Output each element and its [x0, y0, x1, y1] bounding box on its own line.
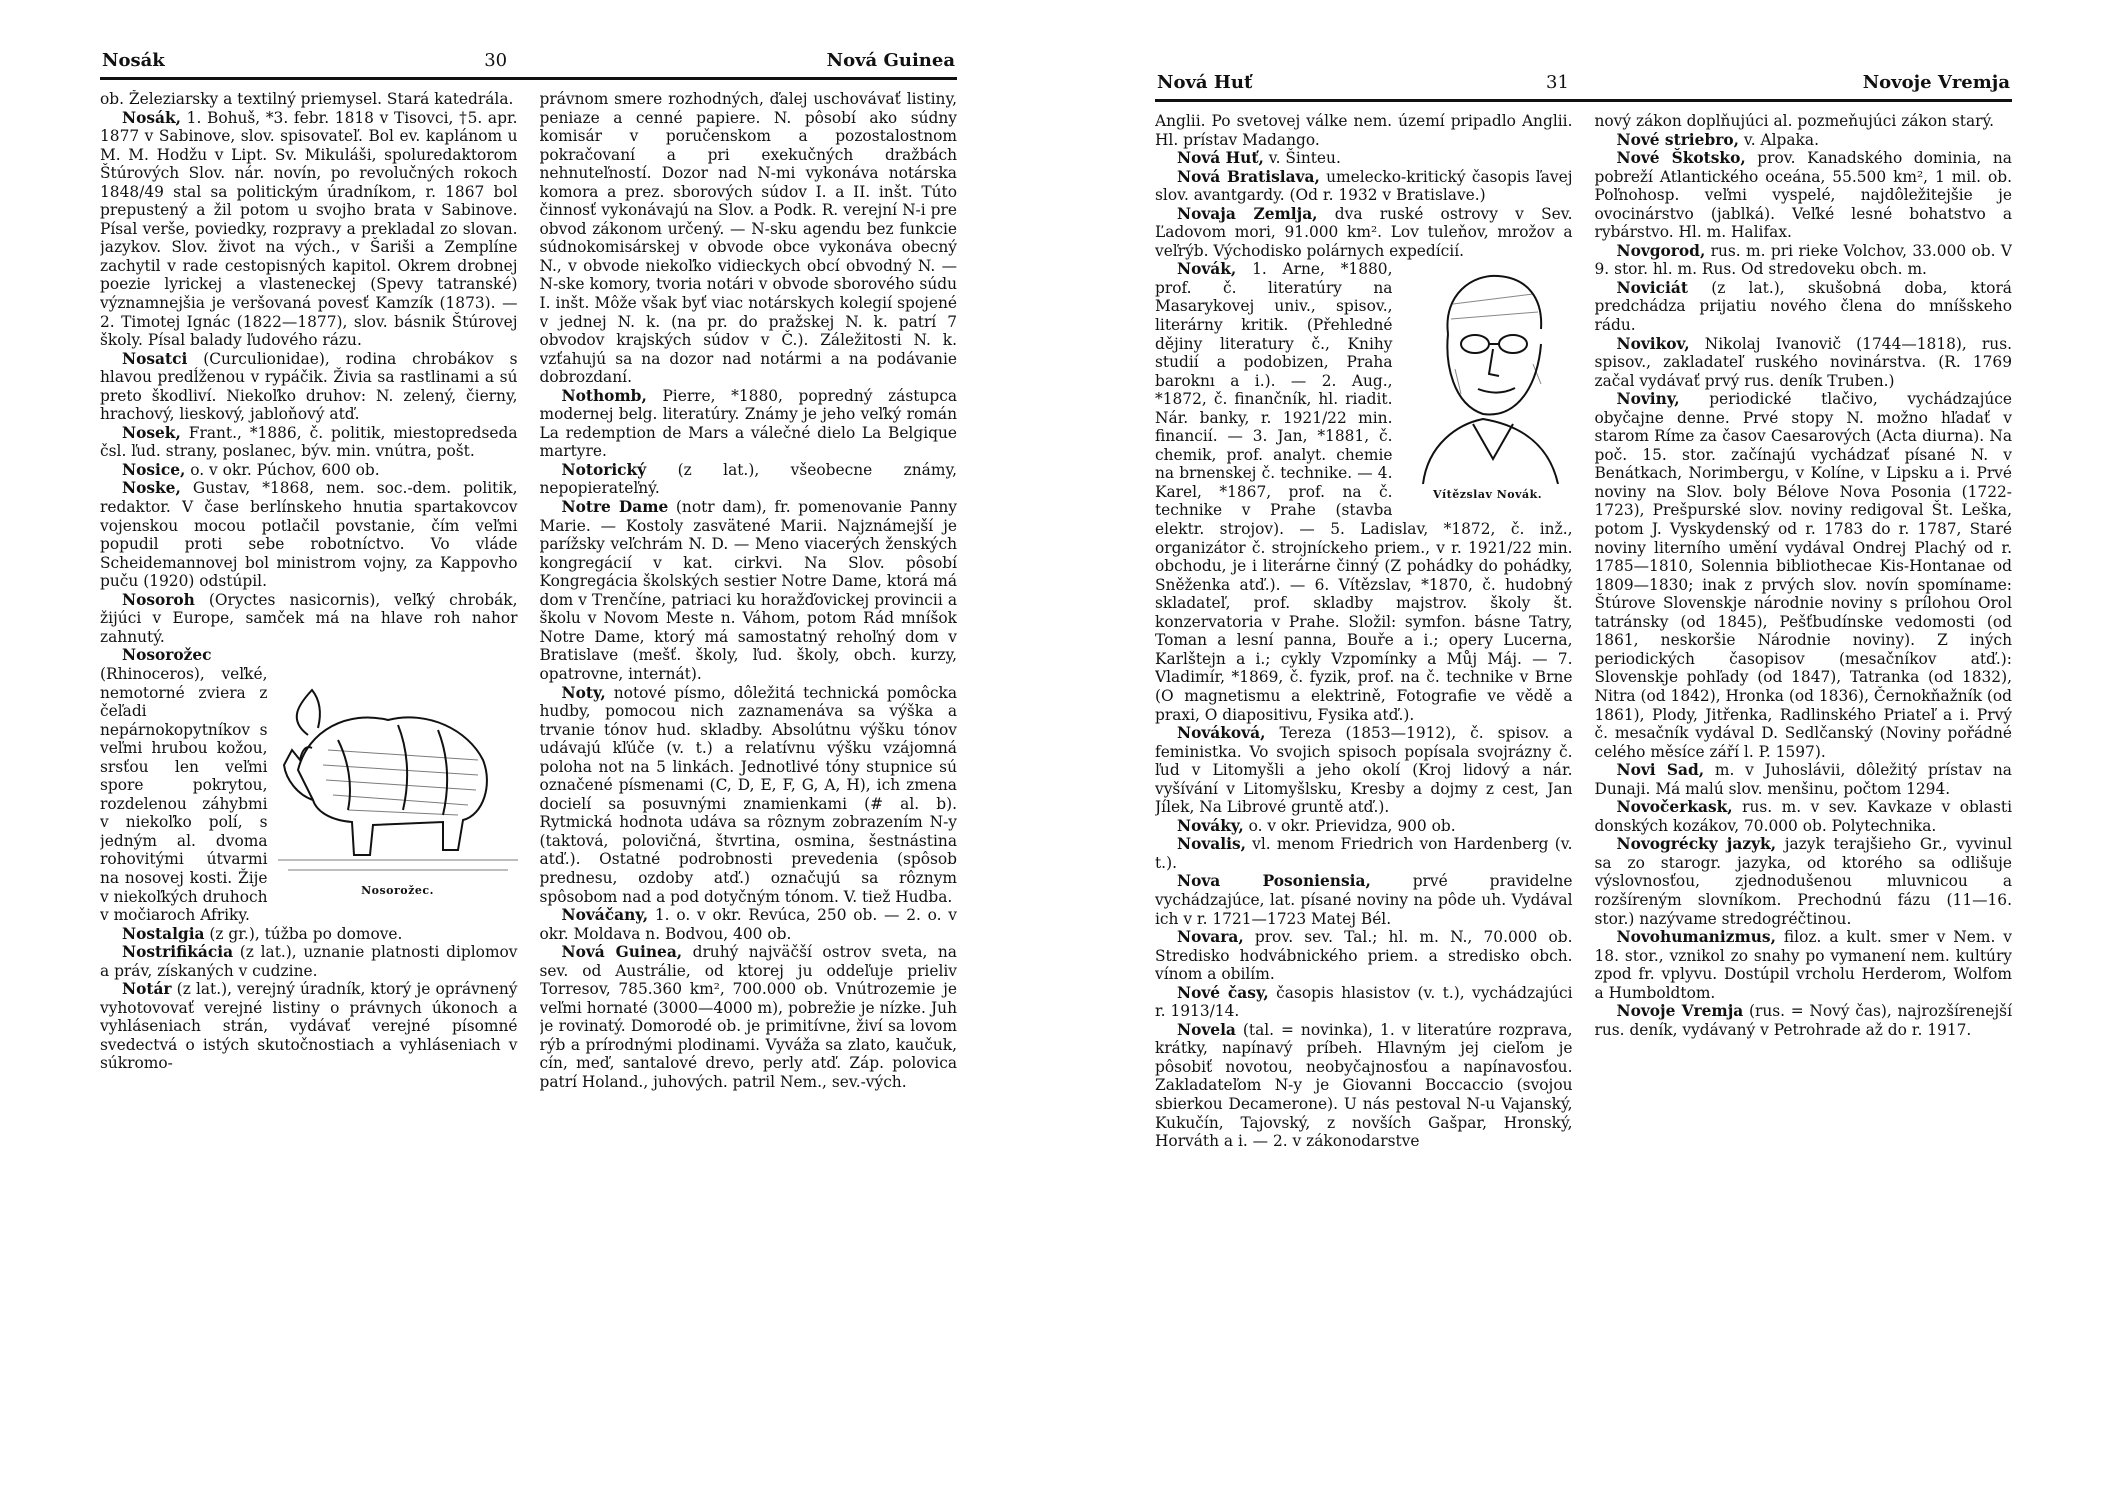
entry-headword: Nosek,	[122, 423, 181, 442]
dictionary-entry	[100, 479, 518, 590]
dictionary-entry	[1595, 798, 2013, 835]
column-right	[1595, 112, 2013, 1151]
entry-text: druhý najväčší ostrov sveta, na sev. od Austrálie, od ktorej ju oddeľuje prieliv Torresov, 785.360 km², 700.000 ob. Vnútrozemie je veľmi hornaté (3000—4000 m), pobrežie je nízke. Juh je rovinatý. Domorodé ob. je primitívne, živí sa lovom rýb a prírodnými plodinami. Vyváža sa zlato, kaučuk, cín, meď, santalové drevo, perly atď. Záp. polovica patrí Holand., juhových. patril Nem., sev.-vých.	[539, 943, 957, 1091]
entry-headword: Nova Posoniensia,	[1177, 872, 1371, 891]
entry-text: v. Alpaka.	[1738, 130, 1819, 149]
entry-headword: Nová Huť,	[1177, 149, 1264, 168]
entry-text: časopis hlasistov (v. t.), vychádzajúci r. 1913/14.	[1155, 983, 1573, 1021]
dictionary-entry	[540, 90, 958, 387]
dictionary-entry	[1155, 835, 1573, 872]
entry-text: periodické tlačivo, vychádzajúce obyčajne denne. Prvé stopy N. možno hľadať v starom Ríme za časov Caesarových (Acta diurna). Na poč. 15. stor. začínajú vychádzať písané N. v Benátkach, Norimbergu, v Kolíne, v Lipsku a i. Prvé noviny na Slov. boly Bélove Nova Posonia (1722-1723), Prešpurské slov. noviny redigoval Št. Leška, potom J. Vyskydenský od r. 1783 do r. 1787, Staré noviny literního umění vydával Ondrej Plachý od r. 1785—1810, Solennia bibliothecae Kis-Hontanae od 1809—1830; inak z prvých slov. novín spomíname: Štúrove Slovenskje národnie noviny s prílohou Orol tatránsky (od 1845), Pešťbudínske vedomosti (od 1861, neskoršie Národnie noviny). Z iných periodických časopisov (mesačníkov atď.): Slovenskje pohľady (od 1847), Tatranka (od 1832), Nitra (od 1842), Hronka (od 1836), Černokňažník (od 1861), Plody, Jitřenka, Radlinského Priateľ a i. Prvý č. mesačník vydával D. Sedlčanský (Noviny pořádné celého měsíce září l. P. 1597).	[1594, 390, 2012, 761]
dictionary-entry	[540, 387, 958, 461]
entry-headword: Nosoroh	[122, 590, 195, 609]
dictionary-entry	[100, 461, 518, 480]
dictionary-entry	[1595, 390, 2013, 761]
entry-headword: Novoje Vremja	[1616, 1002, 1744, 1021]
entry-headword: Novela	[1177, 1020, 1236, 1039]
dictionary-entry	[1595, 928, 2013, 1002]
entry-headword: Novalis,	[1177, 835, 1246, 854]
dictionary-entry	[1595, 242, 2013, 279]
figure-caption: Nosorožec.	[361, 884, 434, 898]
entry-headword: Noske,	[122, 479, 181, 498]
entry-headword: Nostalgia	[122, 924, 205, 943]
entry-text: (tal. = novinka), 1. v literatúre rozprava, krátky, napínavý príbeh. Hlavným jej cieľom je pôsobiť novotou, neobyčajnosťou a napínavosťou. Zakladateľom N-y je Giovanni Boccaccio (svojou sbierkou Decamerone). U nás pestoval N-u Vajanský, Kukučín, Tajovský, z novších Gašpar, Hronský, Horváth a i. — 2. v zákonodarstve	[1155, 1020, 1573, 1151]
entry-text: notové písmo, dôležitá technická pomôcka hudby, pomocou nich zaznamenáva sa výška a trvanie tónov hud. skladby. Absolútnu výšku tónov udávajú kľúče (v. t.) a relatívnu výšku vzájomná poloha not na 5 linkách. Jednotlivé tóny stupnice sú označené písmenami (C, D, E, F, G, A, H), ich zmena docielí sa posuvnými znamienkami (# al. b). Rytmická hodnota udáva sa rôznym zobrazením N-y (taktová, polovičná, štvrtina, osmina, šestnástina atď.). Ostatné podrobnosti prevedenia (spôsob prednesu, ozdoby atď.) označujú sa rôznym spôsobom nad a pod dotyčným tónom. V. tiež Hudba.	[539, 683, 957, 906]
dictionary-entry	[1155, 149, 1573, 168]
entry-text: rus. m. v sev. Kavkaze v oblasti donských kozákov, 70.000 ob. Polytechnika.	[1594, 798, 2012, 835]
entry-headword: Notorický	[561, 460, 647, 479]
entry-headword: Nové striebro,	[1616, 130, 1739, 149]
portrait-illustration	[1403, 264, 1573, 505]
entry-text: ob. Železiarsky a textilný priemysel. Stará katedrála.	[100, 90, 514, 108]
dictionary-entry	[100, 424, 518, 461]
running-header	[1155, 72, 2012, 102]
page-31	[1155, 72, 2012, 1151]
entry-text: nový zákon doplňujúci al. pozmeňujúci zákon starý.	[1594, 112, 1995, 130]
entry-text: Gustav, *1868, nem. soc.-dem. politik, redaktor. V čase berlínskeho hnutia spartakovcov vojenskou mocou potlačil povstanie, čím veľmi popudil proti sebe robotníctvo. Vo vláde Scheidemannovej bol ministrom vojny, za Kappovho puču (1920) odstúpil.	[100, 479, 518, 591]
dictionary-entry	[540, 684, 958, 907]
entry-text: filoz. a kult. smer v Nem. v 18. stor., vznikol zo snahy po vymanení nem. kultúry zpod fr. vplyvu. Dostúpil vrcholu Herderom, Wolfom a Humboldtom.	[1594, 928, 2012, 1002]
entry-text: m. v Juhoslávii, dôležitý prístav na Dunaji. Má malú slov. menšinu, počtom 1294.	[1594, 761, 2012, 798]
page-30	[100, 50, 957, 1092]
entry-text: (Rhinoceros), veľké, nemotorné zviera z čeľadi nepárnokopytníkov s veľmi hrubou kožou, srsťou len veľmi spore pokrytou, rozdelenou záhybmi v niekoľko polí, s jedným al. dvoma rohovitými útvarmi na nosovej kosti. Žije v niekoľkých druhoch v močiaroch Afriky.	[100, 664, 268, 925]
entry-headword: Novgorod,	[1616, 241, 1706, 260]
dictionary-entry	[1155, 817, 1573, 836]
dictionary-entry	[1155, 205, 1573, 261]
entry-text: Nikolaj Ivanovič (1744—1818), rus. spisov., zakladateľ ruského novinárstva. (R. 1769 začal vydávať prvý rus. deník Truben.)	[1594, 334, 2012, 390]
dictionary-entry	[1595, 131, 2013, 150]
dictionary-entry	[1155, 928, 1573, 984]
entry-text: 1. Arne, *1880, prof. č. literatúry na Masarykovej univ., spisov., literárny kritik. (Přehledné dějiny literatury č., Knihy studií a podobizen, Praha baroknı a i.). — 2. Aug., *1872, č. finančník, hl. riadit. Nár. banky, r. 1921/22 min. financií. — 3. Jan, *1881, č. chemik, prof. analyt. chemie na brnenskej č. technike. — 4. Karel, *1867, prof. na č. technike v Prahe (stavba elektr. strojov). — 5. Ladislav, *1872, č. inž., organizátor č. strojníckeho priem., v r. 1921/22 min. obchodu, je i literárne činný (Z pohádky do pohádky, Sněženka atď.). — 6. Vítězslav, *1870, č. hudobný skladateľ, prof. skladby majstrov. školy št. konzervatoria v Prahe. Složil: symfon. básne Tatry, Toman a lesní panna, Bouře a i.; opery Lucerna, Karlštejn a i.; cykly Vzpomínky a Můj Máj. — 7. Vladimír, *1869, č. fyzik, prof. na č. technike v Brne (O magnetismu a elektrině, Fotografie ve vědě a praxi, O diapositivu, Fysika atď.).	[1155, 260, 1573, 724]
entry-headword: Notre Dame	[561, 498, 669, 517]
dictionary-entry	[100, 90, 518, 109]
dictionary-entry	[540, 461, 958, 498]
entry-headword: Nothomb,	[561, 386, 647, 405]
entry-text: právnom smere rozhodných, ďalej uschovávať listiny, peniaze a cenné papiere. N. pôsobí ako súdny komisár v poručenskom a pozostalostnom pokračovaní a pri exekučných dražbách nehnuteľností. Dozor nad N-mi vykonáva notárska komora a prez. sborových súdov I. a II. inšt. Túto činnosť vykonávajú na Slov. a Podk. R. verejní N-i pre obvod zákonom určený. — N-sku agendu bez funkcie súdnokomisárskej v obvode obce vykonáva obecný N., v obvode niekoľko vidieckych obcí obvodný N. — N-ske komory, tvoria notári v obvode sborového súdu I. inšt. Môže však byť viac notárskych kolegií spojené v jednej N. k. (na pr. do pražskej N. k. patrí 7 obvodov krajských súdov v Č.). Záležitosti N. k. vzťahujú sa na dozor nad notármi a na podávanie dobrozdaní.	[539, 90, 957, 387]
entry-headword: Nosatci	[122, 349, 188, 368]
entry-headword: Novikov,	[1616, 334, 1690, 353]
dictionary-entry	[1155, 112, 1573, 149]
entry-headword: Noty,	[561, 683, 606, 702]
entry-text: v. Šinteu.	[1263, 149, 1341, 168]
dictionary-entry	[540, 943, 958, 1091]
entry-text: (z lat.), uznanie platnosti diplomov a práv, získaných v cudzine.	[100, 943, 518, 980]
dictionary-entry	[100, 943, 518, 980]
dictionary-entry	[1155, 168, 1573, 205]
entry-headword: Nosák,	[122, 108, 181, 127]
dictionary-entry	[1155, 872, 1573, 928]
entry-headword: Nové Škotsko,	[1616, 149, 1746, 168]
dictionary-entry	[1595, 149, 2013, 242]
dictionary-entry	[1595, 835, 2013, 928]
dictionary-entry	[1595, 335, 2013, 391]
entry-text: prov. sev. Tal.; hl. m. N., 70.000 ob. Stredisko hodvábnického priem. a stredisko obch. vínom a obilím.	[1155, 928, 1573, 984]
entry-text: jazyk terajšieho Gr., vyvinul sa zo starogr. jazyka, od ktorého sa odlišuje výslovnosťou, zjednodušenou mluvnicou a rozšíreným slovníkom. Prechodnú fázu (11—16. stor.) nazývame stredogréčtinou.	[1594, 835, 2012, 928]
page-number: 30	[484, 50, 508, 71]
entry-headword: Nováková,	[1177, 724, 1266, 743]
entry-headword: Nostrifikácia	[122, 943, 234, 962]
entry-headword: Novi Sad,	[1616, 761, 1705, 780]
page-number: 31	[1546, 72, 1569, 93]
entry-text: Frant., *1886, č. politik, miestopredseda čsl. ľud. strany, poslanec, býv. min. vnútra, pošt.	[100, 423, 518, 461]
dictionary-entry	[1595, 1002, 2013, 1039]
dictionary-entry	[100, 109, 518, 350]
entry-headword: Nosice,	[122, 460, 186, 479]
header-headword-right: Nová Guinea	[826, 50, 955, 71]
entry-headword: Novaja Zemlja,	[1177, 204, 1318, 223]
dictionary-entry	[100, 925, 518, 944]
entry-headword: Novočerkask,	[1616, 798, 1733, 817]
dictionary-entry	[100, 591, 518, 647]
entry-text: Pierre, *1880, popredný zástupca modernej belg. literatúry. Známy je jeho veľký román La redemption de Mars a válečné dielo La Belgique martyre.	[539, 386, 957, 461]
entry-headword: Novák,	[1177, 260, 1237, 279]
entry-text: (z lat.), všeobecne známy, nepopierateľný.	[539, 460, 957, 498]
figure-caption: Vítězslav Novák.	[1432, 488, 1543, 502]
entry-text: umelecko-kritický časopis ľavej slov. avantgardy. (Od r. 1932 v Bratislave.)	[1155, 167, 1573, 205]
entry-text: (z gr.), túžba po domove.	[204, 924, 403, 943]
dictionary-entry	[1595, 112, 2013, 131]
entry-text: (Curculionidae), rodina chrobákov s hlavou predĺženou v rypáčik. Živia sa rastlinami a sú preto škodliví. Niekoľko druhov: N. zelený, čierny, hrachový, lieskový, jabloňový atď.	[100, 349, 518, 424]
entry-headword: Nová Bratislava,	[1177, 167, 1320, 186]
entry-text: 1. o. v okr. Revúca, 250 ob. — 2. o. v okr. Moldava n. Bodvou, 400 ob.	[539, 906, 957, 943]
entry-text: (z lat.), verejný úradník, ktorý je oprávnený vyhotovovať verejné listiny o právnych úkonoch a vyhláseniach strán, vydávať verejné písomné svedectvá o istých skutočnostiach a vyhláseniach v súkromo-	[100, 980, 518, 1073]
entry-headword: Nová Guinea,	[561, 943, 683, 962]
dictionary-entry	[1155, 984, 1573, 1021]
entry-headword: Nováčany,	[561, 906, 649, 925]
entry-text: o. v okr. Púchov, 600 ob.	[185, 460, 380, 479]
dictionary-entry	[100, 350, 518, 424]
dictionary-entry	[1155, 724, 1573, 817]
entry-headword: Noviciát	[1616, 278, 1688, 297]
rhinoceros-illustration	[278, 650, 518, 901]
entry-text: (notr dam), fr. pomenovanie Panny Marie. — Kostoly zasvätené Marii. Najznámejší je parížsky veľchrám N. D. — Meno viacerých ženských kongregácií v kat. cirkvi. Na Slov. pôsobí Kongregácia školských sestier Notre Dame, ktorá má dom v Trenčíne, patriaci ku horažďovickej provincii a školu v Novom Meste n. Váhom, potom Rád mníšok Notre Dame, ktorý má samostatný rehoľný dom v Bratislave (mešť. školy, ľud. školy, obch. kurzy, opatrovne, internát).	[539, 498, 957, 683]
entry-headword: Novohumanizmus,	[1616, 928, 1776, 947]
entry-text: vl. menom Friedrich von Hardenberg (v. t.).	[1155, 835, 1573, 872]
dictionary-entry	[540, 498, 958, 683]
entry-headword: Notár	[122, 980, 172, 999]
dictionary-entry	[1155, 1021, 1573, 1151]
header-headword-right: Novoje Vremja	[1862, 72, 2010, 93]
entry-text: (z lat.), skušobná doba, ktorá predchádza prijatiu nového člena do mníšskeho rádu.	[1594, 278, 2012, 335]
entry-text: o. v okr. Prievidza, 900 ob.	[1243, 816, 1456, 835]
entry-text: Tereza (1853—1912), č. spisov. a feministka. Vo svojich spisoch popísala svojrázny č. ľud v Litomyšli a jeho okolí (Kroj lidový a nár. vyšívání v Litomyšlsku, Kresby a dojmy z cest, Jan Jílek, Na Librové gruntě atď.).	[1155, 724, 1573, 817]
entry-headword: Nové časy,	[1177, 983, 1269, 1002]
dictionary-entry	[1595, 761, 2013, 798]
column-left	[1155, 112, 1573, 1151]
dictionary-entry	[540, 906, 958, 943]
entry-text: rus. m. pri rieke Volchov, 33.000 ob. V 9. stor. hl. m. Rus. Od stredoveku obch. m.	[1594, 241, 2012, 279]
header-headword-left: Nová Huť	[1157, 72, 1253, 93]
entry-text: Anglii. Po svetovej válke nem. území pripadlo Anglii. Hl. prístav Madango.	[1155, 112, 1573, 149]
column-left	[100, 90, 518, 1092]
entry-text: prvé pravidelne vychádzajúce, lat. písané noviny na pôde uh. Vydával ich v r. 1721—1723 Matej Bél.	[1155, 872, 1573, 928]
dictionary-entry	[1595, 279, 2013, 335]
dictionary-entry	[100, 980, 518, 1073]
entry-headword: Noviny,	[1616, 390, 1680, 409]
entry-headword: Nováky,	[1177, 816, 1244, 835]
entry-headword: Novara,	[1177, 928, 1244, 947]
entry-text: dva ruské ostrovy v Sev. Ľadovom mori, 91.000 km². Lov tuleňov, mrožov a veľrýb. Východisko polárnych expedícií.	[1155, 204, 1573, 260]
entry-text: (Oryctes nasicornis), veľký chrobák, žijúci v Europe, samček má na hlave roh nahor zahnutý.	[100, 590, 518, 646]
entry-text: 1. Bohuš, *3. febr. 1818 v Tisovci, †5. apr. 1877 v Sabinove, slov. spisovateľ. Bol ev. kaplánom u M. M. Hodžu v Lipt. Sv. Mikuláši, spoluredaktorom Štúrových Slov. nár. novín, po revolučných rokoch 1848/49 stal sa politickým úradníkom, r. 1867 bol prepustený a žil potom u svojho brata v Sabinove. Písal verše, poviedky, rozpravy a prekladal zo slovan. jazykov. Slov. život na vých., v Šariši a Zemplíne zachytil v rade cestopisných kapitol. Okrem drobnej poezie lyrickej a vlasteneckej (Spevy tatranské) významnejšia je veršovaná povesť Kamzík (1873). — 2. Timotej Ignác (1822—1877), slov. básnik Štúrovej školy. Písal balady ľudového rázu.	[100, 108, 518, 350]
entry-text: prov. Kanadského dominia, na pobreží Atlantického oceána, 55.500 km², 1 mil. ob. Poľnohosp. veľmi vyspelé, najdôležitejšie je ovocinárstvo (jablká). Veľké lesné bohatstvo a rybárstvo. Hl. m. Halifax.	[1594, 149, 2012, 242]
entry-headword: Nosorožec	[122, 646, 212, 665]
entry-text: (rus. = Nový čas), najrozšírenejší rus. deník, vydávaný v Petrohrade až do r. 1917.	[1594, 1002, 2012, 1039]
column-right	[540, 90, 958, 1092]
entry-headword: Novogrécky jazyk,	[1616, 835, 1777, 854]
header-headword-left: Nosák	[102, 50, 165, 71]
running-header	[100, 50, 957, 80]
